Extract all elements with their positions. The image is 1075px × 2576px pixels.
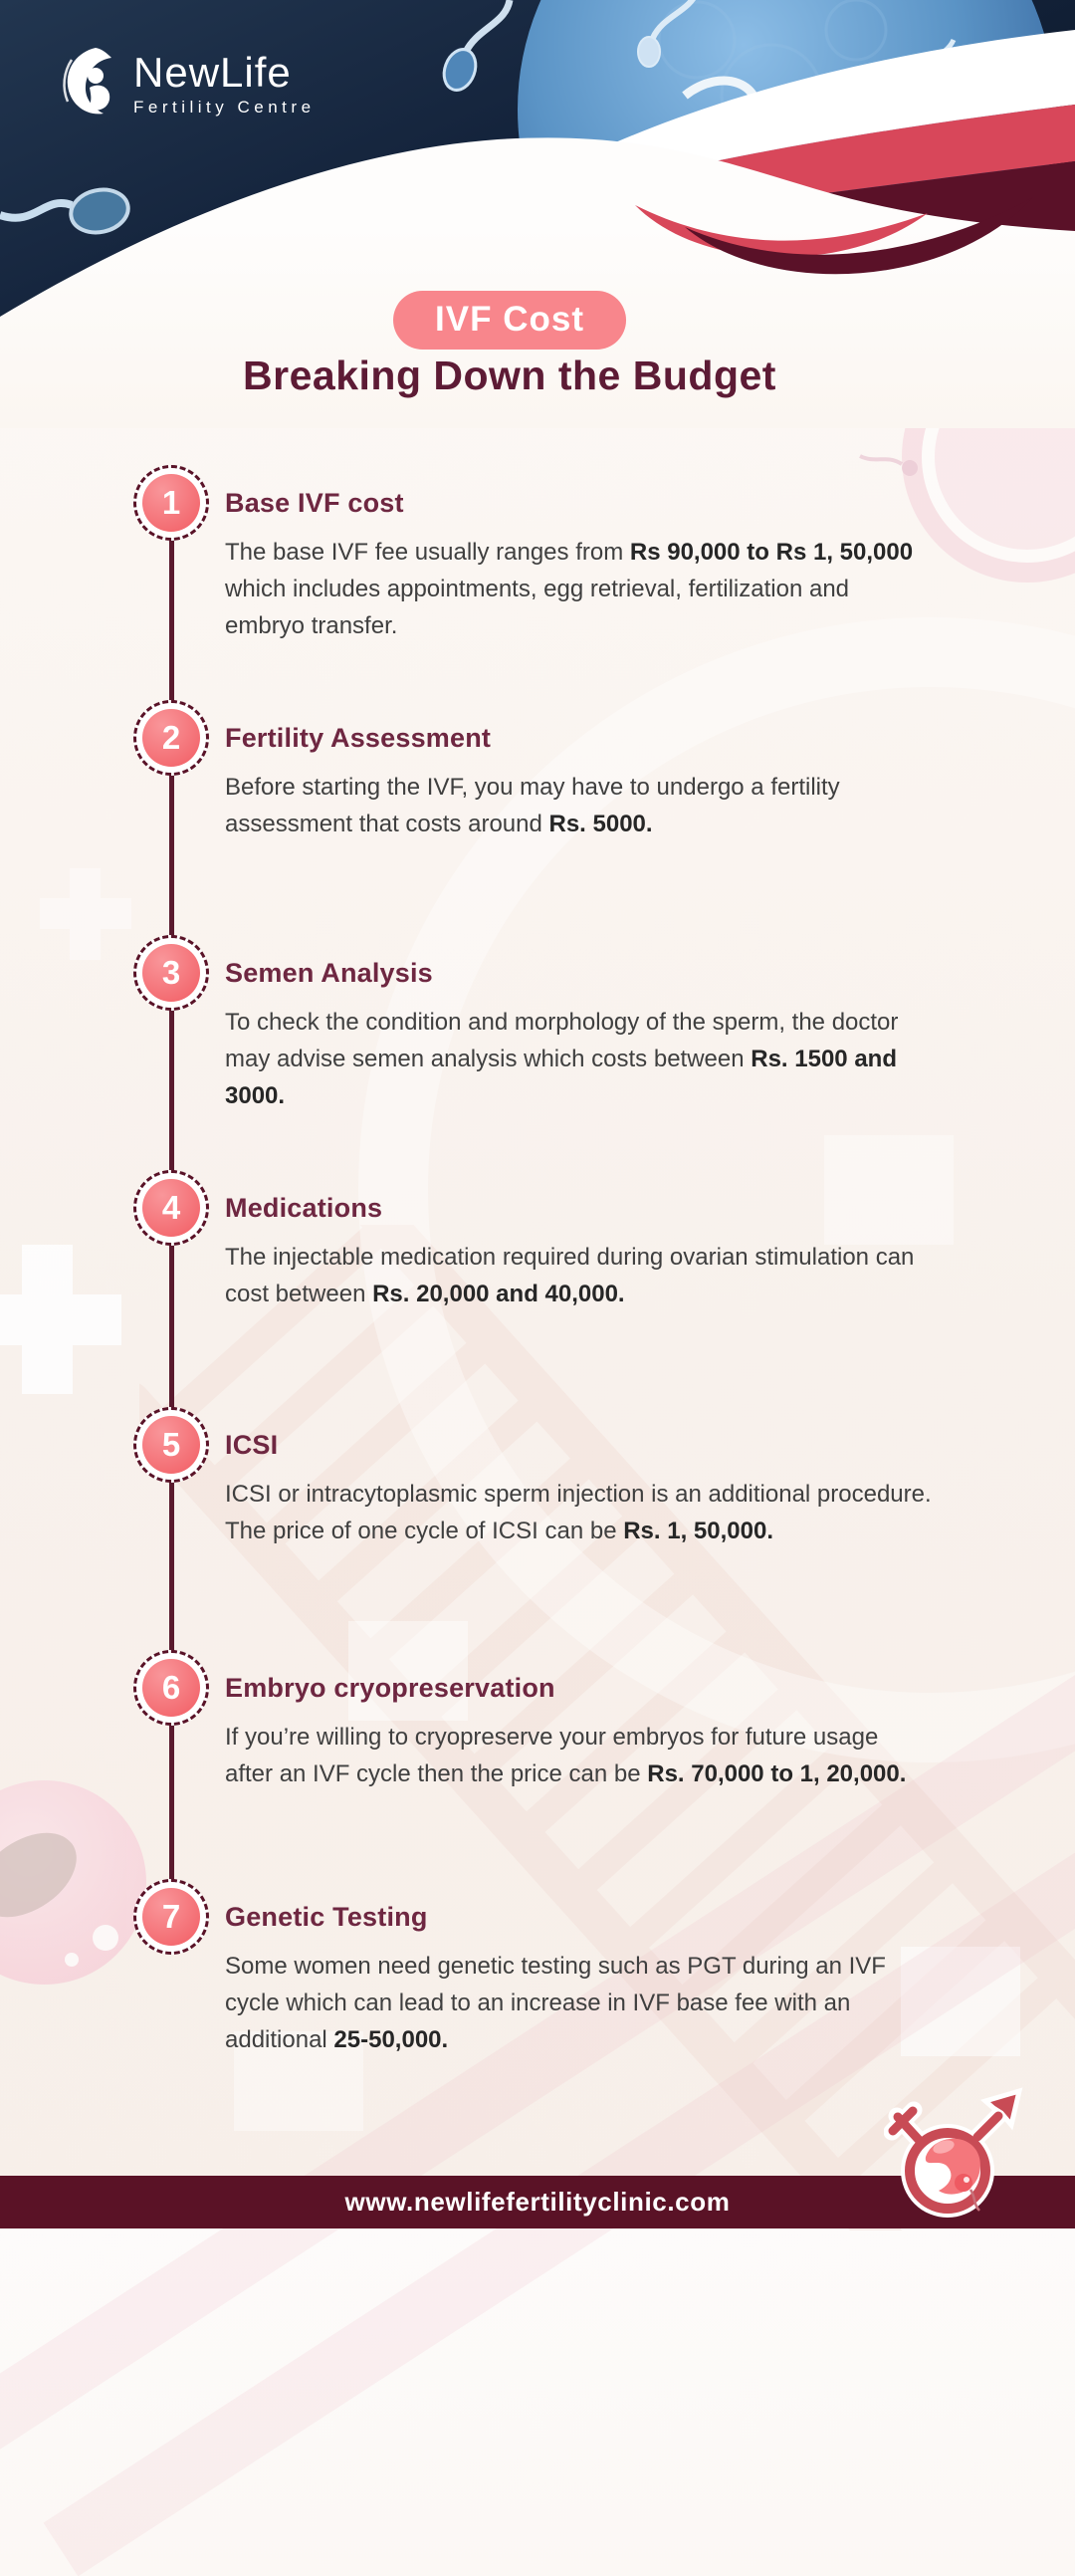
step-number-badge: [133, 935, 209, 1011]
logo-tagline: Fertility Centre: [133, 98, 316, 117]
step-number-circle: [142, 1659, 200, 1717]
step-title: Base IVF cost: [225, 488, 404, 518]
plus-watermark: [0, 1245, 121, 1394]
step-number: 1: [161, 484, 181, 521]
step-title: Medications: [225, 1193, 383, 1223]
step-number-circle: [142, 1888, 200, 1946]
step-number-circle: [142, 709, 200, 767]
timeline-item: [133, 935, 958, 1114]
step-description: The injectable medication required during ovarian stimulation can cost between Rs. 20,000 and 40,000.: [225, 1244, 915, 1307]
website-link[interactable]: www.newlifefertilityclinic.com: [344, 2187, 731, 2217]
step-description: Some women need genetic testing such as PGT during an IVF cycle which can lead to an increase in IVF base fee with an additional 25-50,000.: [225, 1953, 886, 2053]
step-number-circle: [142, 1416, 200, 1474]
step-number-circle: [142, 474, 200, 532]
step-title: Embryo cryopreservation: [225, 1673, 555, 1703]
step-content: [225, 1407, 932, 1549]
step-number: 7: [161, 1898, 181, 1935]
step-description: If you’re willing to cryopreserve your embryos for future usage after an IVF cycle then the price can be Rs. 70,000 to 1, 20,000.: [225, 1724, 907, 1787]
step-number: 4: [161, 1189, 181, 1226]
step-content: [225, 700, 932, 842]
step-description: ICSI or intracytoplasmic sperm injection is an additional procedure. The price of one cycle of ICSI can be Rs. 1, 50,000.: [225, 1481, 932, 1544]
step-content: [225, 1170, 932, 1312]
step-number-circle: [142, 944, 200, 1002]
step-number: 2: [161, 719, 181, 756]
step-content: [225, 1650, 932, 1792]
fertility-gender-symbol-icon: [884, 2083, 1023, 2228]
step-number-badge: [133, 465, 209, 541]
step-number: 5: [161, 1426, 181, 1463]
plus-watermark: [40, 868, 131, 960]
step-number: 3: [161, 954, 181, 991]
step-number-badge: [133, 1879, 209, 1955]
step-description: Before starting the IVF, you may have to undergo a fertility assessment that costs around Rs. 5000.: [225, 774, 840, 837]
egg-illustration-bottom-left: [0, 1780, 146, 1985]
step-number-badge: [133, 700, 209, 776]
step-number-badge: [133, 1407, 209, 1483]
step-content: [225, 465, 932, 644]
mother-baby-icon: [62, 46, 119, 122]
logo-name: NewLife: [133, 48, 292, 96]
step-description: The base IVF fee usually ranges from Rs 90,000 to Rs 1, 50,000 which includes appointments, egg retrieval, fertilization and embryo transfer.: [225, 539, 914, 639]
step-content: [225, 935, 932, 1114]
timeline-item: [133, 465, 958, 644]
timeline-item: [133, 1879, 958, 2058]
page-title: Breaking Down the Budget: [243, 352, 776, 398]
timeline-item: [133, 1650, 958, 1792]
step-number: 6: [161, 1669, 181, 1706]
title-badge: IVF Cost: [393, 291, 626, 350]
step-content: [225, 1879, 932, 2058]
step-description: To check the condition and morphology of the sperm, the doctor may advise semen analysis which costs between Rs. 1500 and 3000.: [225, 1009, 899, 1109]
step-number-badge: [133, 1650, 209, 1726]
step-title: ICSI: [225, 1430, 279, 1460]
timeline-item: [133, 1170, 958, 1312]
step-number-badge: [133, 1170, 209, 1246]
step-title: Semen Analysis: [225, 958, 433, 988]
timeline-item: [133, 700, 958, 842]
step-title: Fertility Assessment: [225, 723, 492, 753]
step-number-circle: [142, 1179, 200, 1237]
timeline-item: [133, 1407, 958, 1549]
logo: [62, 46, 316, 122]
step-title: Genetic Testing: [225, 1902, 428, 1932]
